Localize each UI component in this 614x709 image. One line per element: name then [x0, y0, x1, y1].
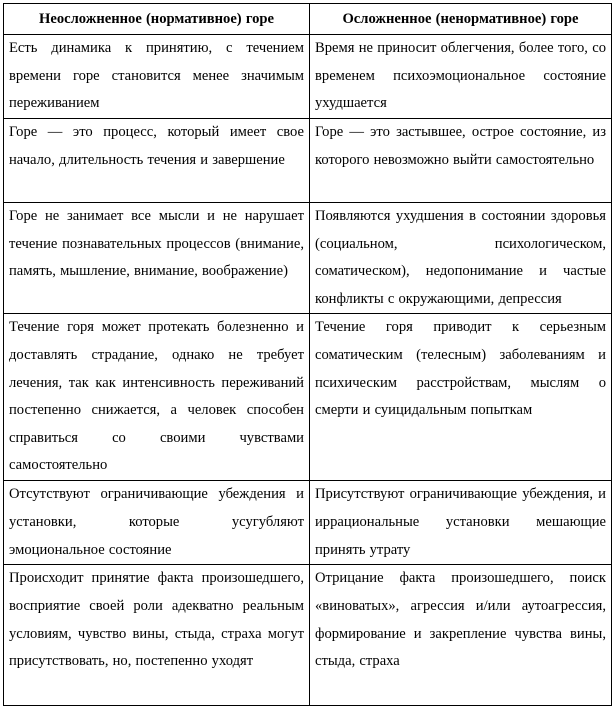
complicated-cell: Присутствуют ограничивающие убеждения, и иррациональные установки мешающие принять утрату [310, 481, 612, 565]
complicated-cell: Появляются ухудшения в состоянии здоровья (социальном, психологическом, соматическом), недопонимание и частые конфликты с окружающими, депрессия [310, 203, 612, 314]
complicated-cell: Время не приносит облегчения, более того, со временем психоэмоциональное состояние ухудшается [310, 35, 612, 119]
normative-cell: Горе — это процесс, который имеет свое начало, длительность течения и завершение [4, 119, 310, 203]
table-row [4, 481, 612, 565]
table-row [4, 314, 612, 481]
header-normative-grief: Неосложненное (нормативное) горе [4, 4, 310, 35]
normative-cell: Течение горя может протекать болезненно и доставлять страдание, однако не требует лечения, так как интенсивность переживаний постепенно снижается, а человек способен справиться со своими чувствами самостоятельно [4, 314, 310, 481]
table-header-row [4, 4, 612, 35]
header-complicated-grief: Осложненное (ненормативное) горе [310, 4, 612, 35]
complicated-cell: Течение горя приводит к серьезным соматическим (телесным) заболеваниям и психическим расстройствам, мыслям о смерти и суицидальным попыткам [310, 314, 612, 481]
grief-comparison-table [3, 3, 612, 706]
table-row [4, 565, 612, 706]
normative-cell: Происходит принятие факта произошедшего, восприятие своей роли адекватно реальным условиям, чувство вины, стыда, страха могут присутствовать, но, постепенно уходят [4, 565, 310, 706]
table-row [4, 35, 612, 119]
complicated-cell: Отрицание факта произошедшего, поиск «виноватых», агрессия и/или аутоагрессия, формирование и закрепление чувства вины, стыда, страха [310, 565, 612, 706]
table-row [4, 119, 612, 203]
normative-cell: Отсутствуют ограничивающие убеждения и установки, которые усугубляют эмоциональное состояние [4, 481, 310, 565]
normative-cell: Есть динамика к принятию, с течением времени горе становится менее значимым переживанием [4, 35, 310, 119]
normative-cell: Горе не занимает все мысли и не нарушает течение познавательных процессов (внимание, память, мышление, внимание, воображение) [4, 203, 310, 314]
table-row [4, 203, 612, 314]
complicated-cell: Горе — это застывшее, острое состояние, из которого невозможно выйти самостоятельно [310, 119, 612, 203]
